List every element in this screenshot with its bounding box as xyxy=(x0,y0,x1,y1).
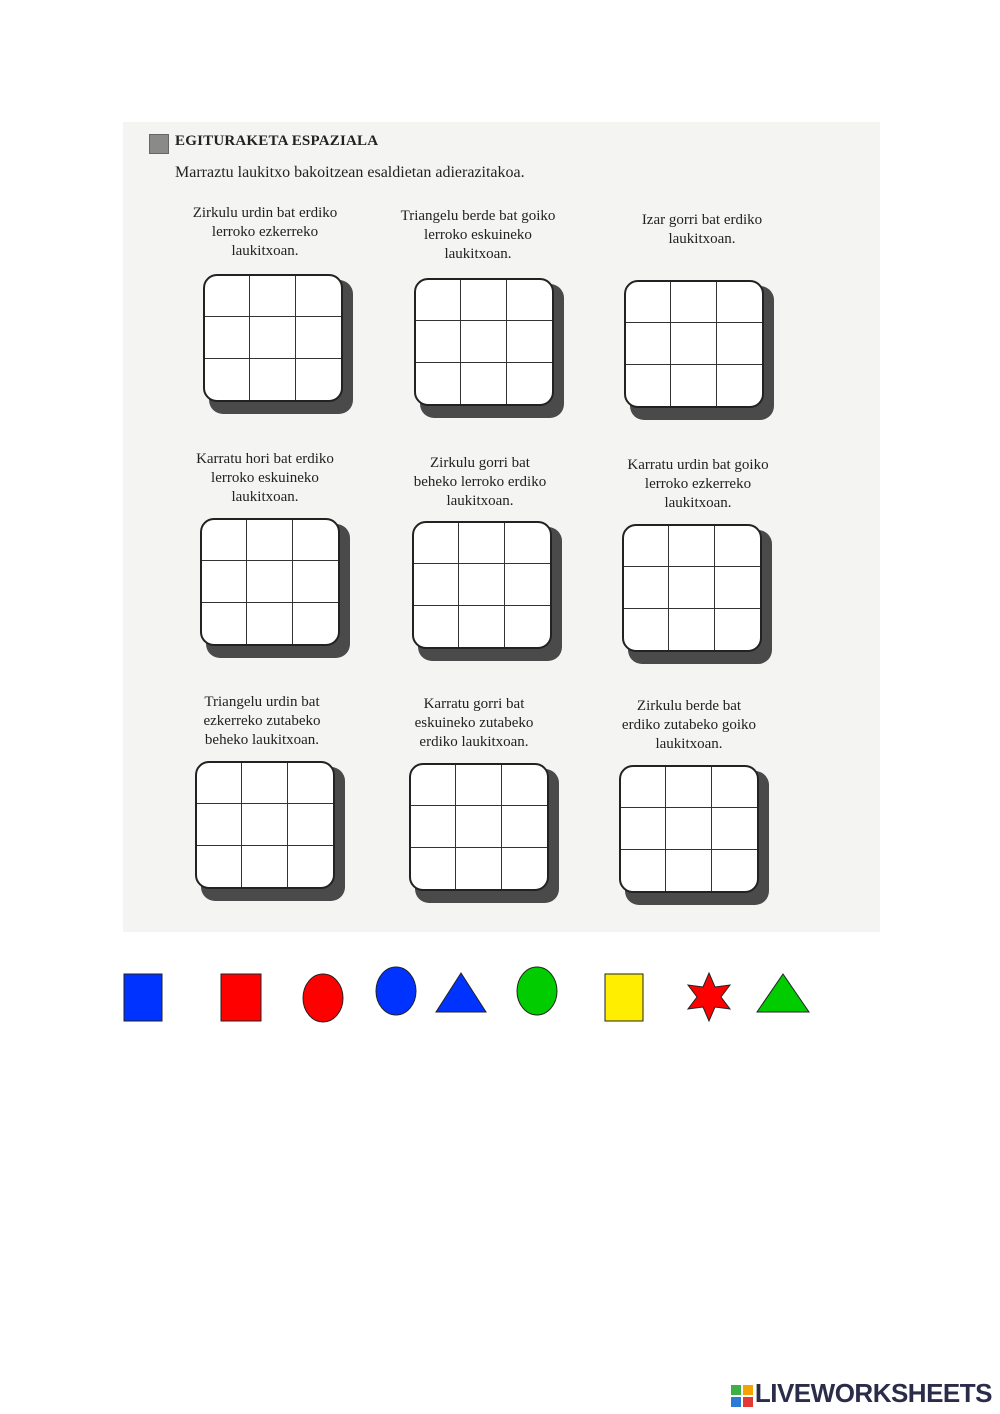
shape-palette-svg xyxy=(0,965,1000,1025)
exercise-7 xyxy=(157,693,367,750)
grid-2[interactable] xyxy=(414,278,564,418)
liveworksheets-logo-icon xyxy=(731,1383,753,1405)
exercise-2 xyxy=(373,207,583,264)
exercise-caption: Zirkulu urdin bat erdiko lerroko ezkerreko laukitxoan. xyxy=(192,205,338,259)
grid-1[interactable] xyxy=(203,274,353,414)
page-title: EGITURAKETA ESPAZIALA xyxy=(175,133,379,149)
grid-7[interactable] xyxy=(195,761,345,901)
header-square-icon xyxy=(149,134,169,154)
exercise-5 xyxy=(375,454,585,511)
blue-triangle-icon[interactable] xyxy=(436,973,486,1012)
exercise-4 xyxy=(160,450,370,507)
exercise-1 xyxy=(160,204,370,261)
yellow-square-icon[interactable] xyxy=(605,974,643,1021)
grid-5[interactable] xyxy=(412,521,562,661)
grid-9[interactable] xyxy=(619,765,769,905)
exercise-caption: Triangelu urdin bat ezkerreko zutabeko beheko laukitxoan. xyxy=(203,694,321,748)
brand-name: LIVEWORKSHEETS xyxy=(754,1378,992,1408)
blue-circle-icon[interactable] xyxy=(376,967,416,1015)
exercise-8 xyxy=(369,695,579,752)
exercise-6 xyxy=(593,456,803,513)
exercise-caption: Zirkulu gorri bat beheko lerroko erdiko laukitxoan. xyxy=(413,455,547,509)
red-circle-icon[interactable] xyxy=(303,974,343,1022)
red-square-icon[interactable] xyxy=(221,974,261,1021)
grid-6[interactable] xyxy=(622,524,772,664)
exercise-3 xyxy=(597,211,807,249)
worksheet-scan xyxy=(123,122,880,932)
grid-4[interactable] xyxy=(200,518,350,658)
green-triangle-icon[interactable] xyxy=(757,974,809,1012)
instruction-text: Marraztu laukitxo bakoitzean esaldietan adierazitakoa. xyxy=(175,164,525,181)
exercise-9 xyxy=(584,697,794,754)
exercise-caption: Karratu hori bat erdiko lerroko eskuineko laukitxoan. xyxy=(196,451,334,505)
green-circle-icon[interactable] xyxy=(517,967,557,1015)
red-star-icon[interactable] xyxy=(688,973,730,1021)
exercise-caption: Karratu urdin bat goiko lerroko ezkerreko laukitxoan. xyxy=(627,457,769,511)
exercise-caption: Karratu gorri bat eskuineko zutabeko erdiko laukitxoan. xyxy=(414,696,534,750)
exercise-caption: Triangelu berde bat goiko lerroko eskuineko laukitxoan. xyxy=(400,208,556,262)
exercise-caption: Izar gorri bat erdiko laukitxoan. xyxy=(641,212,763,247)
grid-8[interactable] xyxy=(409,763,559,903)
shape-palette xyxy=(0,965,1000,1025)
exercise-caption: Zirkulu berde bat erdiko zutabeko goiko laukitxoan. xyxy=(621,698,757,752)
grid-3[interactable] xyxy=(624,280,774,420)
footer-brand xyxy=(731,1378,992,1409)
blue-square-icon[interactable] xyxy=(124,974,162,1021)
